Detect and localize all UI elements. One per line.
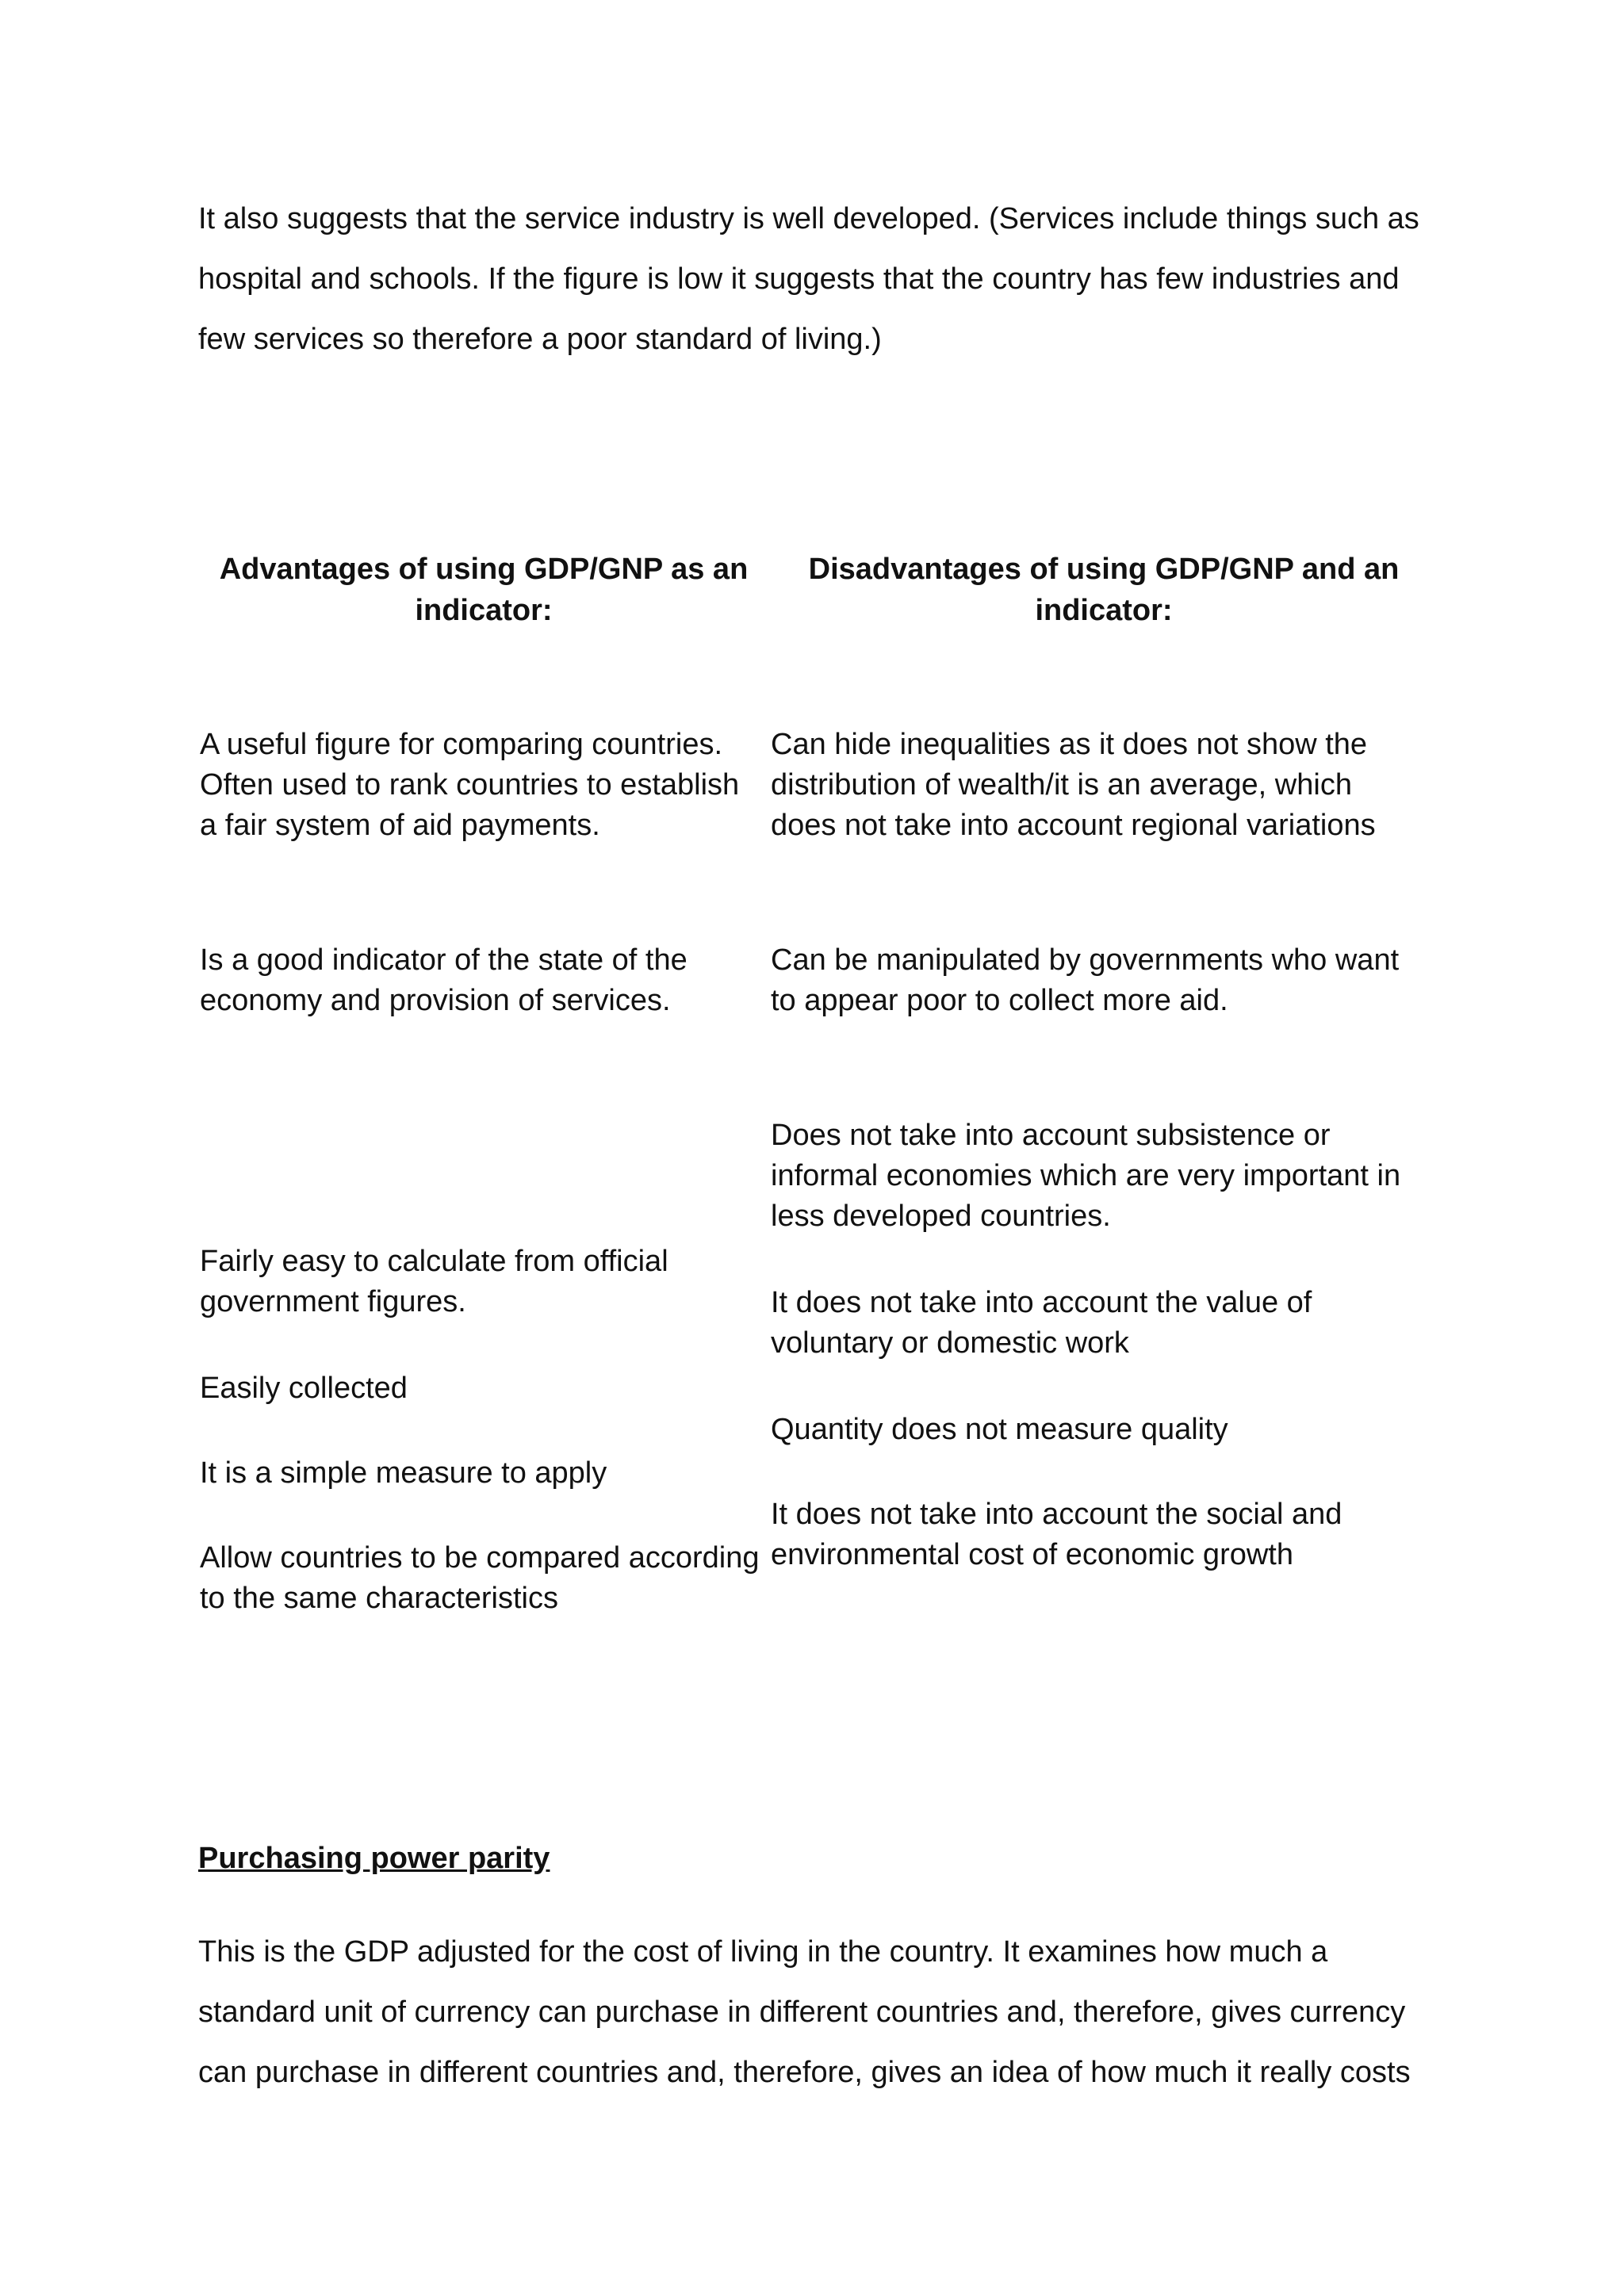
- advantage-item: [200, 1242, 668, 1322]
- disadvantage-line: Does not take into account subsistence or: [771, 1119, 1331, 1152]
- advantage-line: Often used to rank countries to establish: [200, 768, 740, 802]
- advantage-line: Easily collected: [200, 1372, 408, 1405]
- ppp-line: can purchase in different countries and, therefore, gives an idea of how much it really costs: [198, 2056, 1411, 2089]
- disadvantage-line: does not take into account regional variations: [771, 809, 1376, 842]
- section-heading: Purchasing power parity: [198, 1842, 550, 1875]
- advantage-line: Allow countries to be compared according: [200, 1541, 760, 1575]
- advantage-item: [200, 940, 688, 1021]
- advantages-heading-line: Advantages of using GDP/GNP as an: [219, 553, 749, 586]
- advantage-line: to the same characteristics: [200, 1582, 558, 1615]
- disadvantage-item: [771, 940, 1399, 1021]
- advantage-line: A useful figure for comparing countries.: [200, 728, 723, 761]
- advantages-heading: [198, 549, 769, 631]
- disadvantage-line: to appear poor to collect more aid.: [771, 984, 1228, 1017]
- disadvantage-line: Can be manipulated by governments who want: [771, 943, 1400, 977]
- disadvantages-heading-line: indicator:: [1035, 594, 1173, 627]
- disadvantage-line: Quantity does not measure quality: [771, 1413, 1228, 1446]
- intro-line: few services so therefore a poor standard of living.): [198, 323, 882, 356]
- advantage-line: government figures.: [200, 1285, 466, 1318]
- advantage-item: [200, 1368, 408, 1409]
- disadvantage-line: Can hide inequalities as it does not show the: [771, 728, 1368, 761]
- disadvantages-heading-line: Disadvantages of using GDP/GNP and an: [808, 553, 1400, 586]
- advantage-line: a fair system of aid payments.: [200, 809, 600, 842]
- disadvantage-line: distribution of wealth/it is an average, which: [771, 768, 1352, 802]
- disadvantage-item: [771, 1494, 1342, 1575]
- disadvantage-line: voluntary or domestic work: [771, 1326, 1129, 1360]
- ppp-line: This is the GDP adjusted for the cost of living in the country. It examines how much a: [198, 1935, 1328, 1969]
- advantages-heading-line: indicator:: [415, 594, 553, 627]
- advantage-line: Is a good indicator of the state of the: [200, 943, 688, 977]
- disadvantage-item: [771, 1410, 1228, 1450]
- disadvantage-line: informal economies which are very important in: [771, 1159, 1401, 1192]
- disadvantage-line: It does not take into account the social and: [771, 1498, 1342, 1531]
- intro-line: hospital and schools. If the figure is low it suggests that the country has few industries and: [198, 262, 1400, 296]
- ppp-line: standard unit of currency can purchase in different countries and, therefore, gives currency: [198, 1996, 1406, 2029]
- disadvantages-heading: [771, 549, 1437, 631]
- disadvantage-item: [771, 1283, 1312, 1364]
- advantage-line: It is a simple measure to apply: [200, 1456, 607, 1490]
- intro-line: It also suggests that the service industry is well developed. (Services include things such as: [198, 202, 1419, 235]
- disadvantage-item: [771, 725, 1376, 846]
- disadvantage-line: environmental cost of economic growth: [771, 1538, 1293, 1571]
- intro-paragraph: [198, 189, 1435, 369]
- advantage-line: economy and provision of services.: [200, 984, 671, 1017]
- advantage-item: [200, 725, 739, 846]
- disadvantage-line: It does not take into account the value of: [771, 1286, 1312, 1319]
- disadvantage-line: less developed countries.: [771, 1200, 1111, 1233]
- ppp-paragraph: [198, 1922, 1435, 2103]
- advantage-item: [200, 1538, 760, 1619]
- advantage-item: [200, 1453, 607, 1494]
- advantage-line: Fairly easy to calculate from official: [200, 1245, 668, 1278]
- disadvantage-item: [771, 1115, 1400, 1237]
